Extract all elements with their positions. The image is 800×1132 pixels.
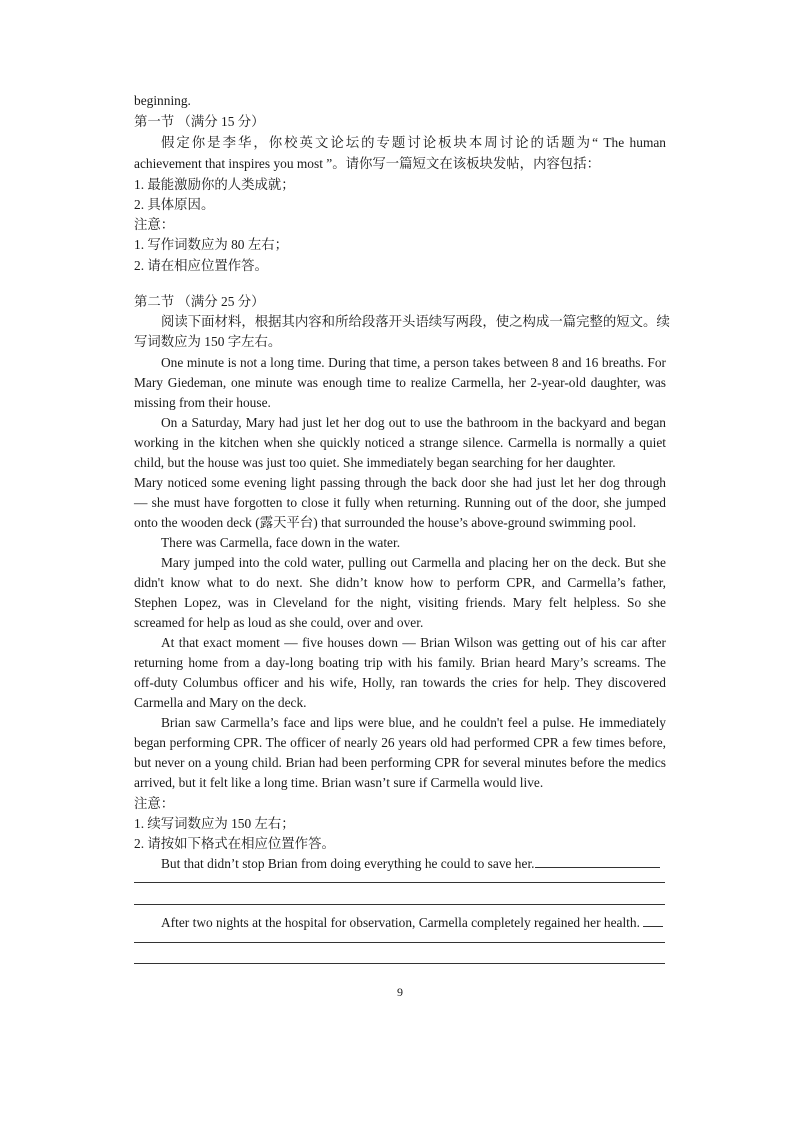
answer-line[interactable]	[134, 882, 665, 883]
passage-line: onto the wooden deck (露天平台) that surrounded the house’s above-ground swimming pool.	[134, 515, 637, 530]
passage-line: On a Saturday, Mary had just let her dog out to use the bathroom in the backyard and began	[161, 415, 666, 430]
note-label: 注意：	[134, 796, 175, 811]
passage-line: returning home from a day-long boating trip with his family. Brian heard Mary’s screams. The	[134, 655, 666, 670]
list-item: 1. 最能激励你的人类成就；	[134, 177, 295, 192]
section-heading: 第一节 （满分 15 分）	[134, 114, 265, 129]
continuation-prompt-1	[161, 855, 666, 874]
text-line: beginning.	[134, 93, 191, 108]
list-item: 2. 具体原因。	[134, 197, 215, 212]
answer-line[interactable]	[134, 942, 665, 943]
passage-line: but never on a young child. Brian had been performing CPR for several minutes before the medics	[134, 755, 666, 770]
text-line: 假定你是李华，你校英文论坛的专题讨论板块本周讨论的话题为“ The human	[161, 135, 666, 150]
answer-line[interactable]	[134, 963, 665, 964]
passage-line: One minute is not a long time. During that time, a person takes between 8 and 16 breaths. For	[161, 355, 666, 370]
list-item: 1. 写作词数应为 80 左右；	[134, 237, 288, 252]
passage-line: There was Carmella, face down in the water.	[161, 535, 401, 550]
page-number: 9	[397, 985, 403, 999]
answer-blank[interactable]	[643, 914, 663, 927]
answer-line[interactable]	[134, 904, 665, 905]
passage-line: Stephen Lopez, was in Cleveland for the night, visiting friends. Mary felt helpless. So she	[134, 595, 666, 610]
passage-line: off-duty Columbus officer and his wife, Holly, ran towards the cries for help. They discovered	[134, 675, 666, 690]
passage-line: child, but the house was just too quiet. She immediately began searching for her daughter.	[134, 455, 616, 470]
passage-line: working in the kitchen when she quickly noticed a strange silence. Carmella is normally a quiet	[134, 435, 666, 450]
text-line: 阅读下面材料，根据其内容和所给段落开头语续写两段，使之构成一篇完整的短文。续	[161, 314, 670, 329]
passage-line: Brian saw Carmella’s face and lips were blue, and he couldn't feel a pulse. He immediately	[161, 715, 666, 730]
passage-line: didn't know what to do next. She didn’t know how to perform CPR, and Carmella’s father,	[134, 575, 666, 590]
passage-line: At that exact moment — five houses down — Brian Wilson was getting out of his car after	[161, 635, 666, 650]
section-heading: 第二节 （满分 25 分）	[134, 294, 265, 309]
list-item: 2. 请按如下格式在相应位置作答。	[134, 836, 335, 851]
prompt-text: After two nights at the hospital for observation, Carmella completely regained her health.	[161, 915, 640, 930]
passage-line: Mary Giedeman, one minute was enough time to realize Carmella, her 2-year-old daughter, was	[134, 375, 666, 390]
passage-line: screamed for help as loud as she could, over and over.	[134, 615, 424, 630]
passage-line: missing from their house.	[134, 395, 271, 410]
passage-line: Carmella and Mary on the deck.	[134, 695, 307, 710]
text-line: 写词数应为 150 字左右。	[134, 334, 282, 349]
prompt-text: But that didn’t stop Brian from doing everything he could to save her.	[161, 856, 535, 871]
passage-line: — she must have forgotten to close it fully when returning. Running out of the door, she jumped	[134, 495, 666, 510]
passage-line: Mary noticed some evening light passing through the back door she had just let her dog through	[134, 475, 666, 490]
passage-line: began performing CPR. The officer of nearly 26 years old had performed CPR a few times before,	[134, 735, 666, 750]
text-line: achievement that inspires you most ”。请你写一篇短文在该板块发帖，内容包括：	[134, 156, 601, 171]
list-item: 2. 请在相应位置作答。	[134, 258, 268, 273]
passage-line: Mary jumped into the cold water, pulling out Carmella and placing her on the deck. But she	[161, 555, 666, 570]
list-item: 1. 续写词数应为 150 左右；	[134, 816, 295, 831]
continuation-prompt-2	[161, 914, 666, 933]
passage-line: arrived, but it felt like a long time. Brian wasn’t sure if Carmella would live.	[134, 775, 544, 790]
note-label: 注意：	[134, 217, 175, 232]
answer-blank[interactable]	[535, 855, 660, 868]
